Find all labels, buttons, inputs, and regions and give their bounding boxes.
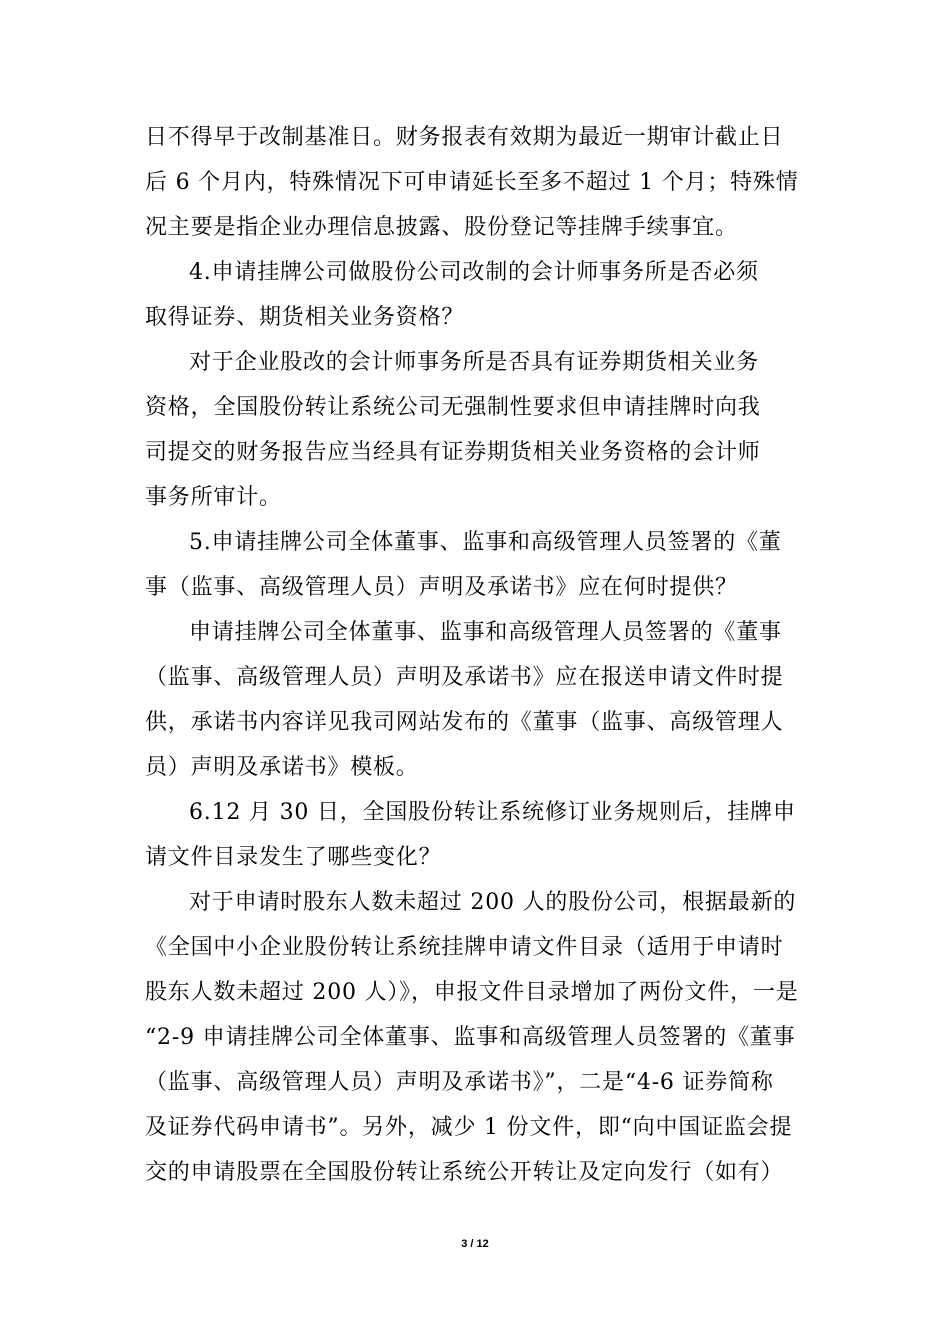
answer-paragraph-start: 对于企业股改的会计师事务所是否具有证券期货相关业务 — [189, 350, 760, 375]
text-line: （监事、高级管理人员）声明及承诺书》”，二是“4-6 证券简称 — [145, 1070, 774, 1095]
answer-paragraph-start: 对于申请时股东人数未超过 200 人的股份公司，根据最新的 — [189, 890, 797, 915]
text-line: 员）声明及承诺书》模板。 — [145, 755, 419, 780]
text-line: （监事、高级管理人员）声明及承诺书》应在报送申请文件时提 — [145, 665, 784, 690]
text-line: 后 6 个月内，特殊情况下可申请延长至多不超过 1 个月；特殊情 — [145, 170, 799, 195]
text-line: 及证券代码申请书”。另外，减少 1 份文件，即“向中国证监会提 — [145, 1115, 793, 1140]
text-line: 股东人数未超过 200 人）》，申报文件目录增加了两份文件，一是 — [145, 980, 799, 1005]
answer-paragraph-start: 申请挂牌公司全体董事、监事和高级管理人员签署的《董事 — [189, 620, 782, 645]
text-line: 日不得早于改制基准日。财务报表有效期为最近一期审计截止日 — [145, 125, 784, 150]
question-heading: 6.12 月 30 日，全国股份转让系统修订业务规则后，挂牌申 — [189, 800, 796, 825]
page-number: 3 / 12 — [461, 1238, 489, 1250]
text-line: 交的申请股票在全国股份转让系统公开转让及定向发行（如有） — [145, 1160, 784, 1185]
text-line: “2-9 申请挂牌公司全体董事、监事和高级管理人员签署的《董事 — [145, 1025, 796, 1050]
question-heading-continuation: 请文件目录发生了哪些变化？ — [145, 845, 442, 870]
text-line: 《全国中小企业股份转让系统挂牌申请文件目录（适用于申请时 — [145, 935, 784, 960]
text-line: 况主要是指企业办理信息披露、股份登记等挂牌手续事宜。 — [145, 215, 738, 240]
question-heading-continuation: 取得证券、期货相关业务资格？ — [145, 305, 465, 330]
question-heading: 4.申请挂牌公司做股份公司改制的会计师事务所是否必须 — [189, 260, 759, 285]
question-heading: 5.申请挂牌公司全体董事、监事和高级管理人员签署的《董 — [189, 530, 782, 555]
text-line: 资格，全国股份转让系统公司无强制性要求但申请挂牌时向我 — [145, 395, 761, 420]
text-line: 司提交的财务报告应当经具有证券期货相关业务资格的会计师 — [145, 440, 761, 465]
question-heading-continuation: 事（监事、高级管理人员）声明及承诺书》应在何时提供？ — [145, 575, 738, 600]
text-line: 事务所审计。 — [145, 485, 282, 510]
text-line: 供，承诺书内容详见我司网站发布的《董事（监事、高级管理人 — [145, 710, 784, 735]
document-body — [145, 115, 810, 1195]
